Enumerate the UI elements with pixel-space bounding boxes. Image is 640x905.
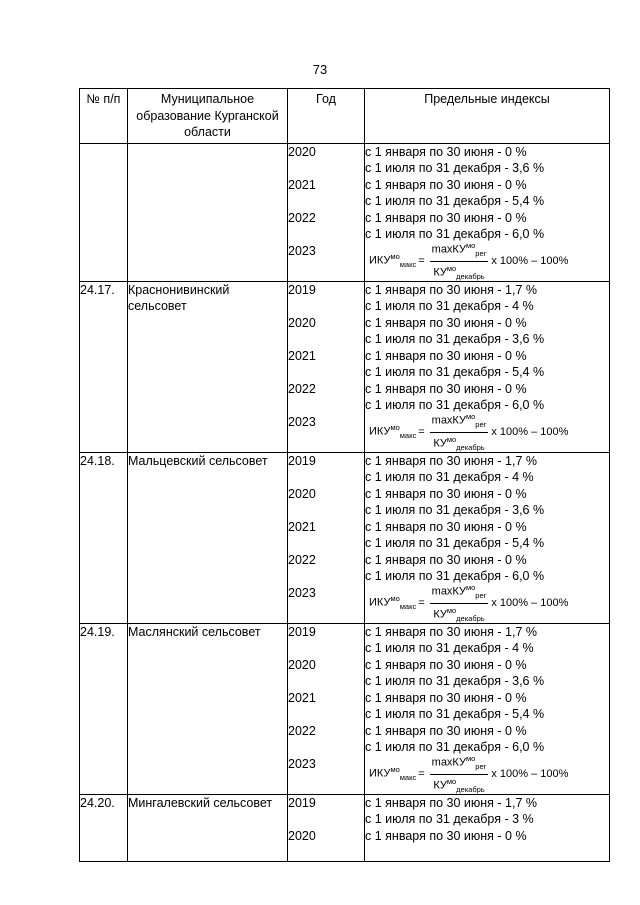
index-line: с 1 января по 30 июня - 1,7 % <box>365 795 537 810</box>
formula-num-sup: мо <box>465 411 476 421</box>
year-block <box>288 552 364 585</box>
index-block <box>365 795 609 828</box>
index-block <box>365 315 609 348</box>
index-line: с 1 января по 30 июня - 0 % <box>365 657 527 672</box>
year-value: 2022 <box>288 381 316 396</box>
row-number-cell: 24.20. <box>80 794 128 861</box>
page-number: 73 <box>312 62 328 77</box>
formula-equals: = <box>418 767 425 780</box>
formula-numerator <box>430 239 489 262</box>
index-block <box>365 210 609 243</box>
index-line: с 1 января по 30 июня - 1,7 % <box>365 453 537 468</box>
table-row <box>80 452 610 623</box>
formula-lhs <box>369 591 416 615</box>
formula-tail: х 100% – 100% <box>491 767 569 780</box>
formula-fraction <box>430 239 489 284</box>
year-cell <box>288 452 365 623</box>
formula-numerator <box>430 752 489 775</box>
index-line: с 1 июля по 31 декабря - 6,0 % <box>365 740 545 754</box>
index-block <box>365 177 609 210</box>
index-line: с 1 июля по 31 декабря - 3 % <box>365 812 534 826</box>
formula-lhs <box>369 249 416 273</box>
year-value: 2023 <box>288 243 316 258</box>
limit-indexes-table <box>79 88 610 862</box>
year-block <box>288 210 364 243</box>
table-row <box>80 623 610 794</box>
formula-lhs-sup: мо <box>390 593 400 603</box>
index-line: с 1 января по 30 июня - 1,7 % <box>365 282 537 297</box>
index-block <box>365 486 609 519</box>
formula-num-text: maxКУ <box>431 243 466 256</box>
municipality-name-cell: Маслянский сельсовет <box>128 623 288 794</box>
formula-den-text: КУ <box>433 437 447 450</box>
formula-num-text: maxКУ <box>431 585 466 598</box>
year-value: 2021 <box>288 519 316 534</box>
index-block <box>365 624 609 657</box>
formula-numerator <box>430 410 489 433</box>
formula-fraction <box>430 581 489 626</box>
year-block <box>288 414 364 452</box>
formula-den-sup: мо <box>446 434 457 444</box>
index-line: с 1 июля по 31 декабря - 5,4 % <box>365 707 545 721</box>
formula-den-sup: мо <box>446 263 457 273</box>
municipality-name-cell: Мальцевский сельсовет <box>128 452 288 623</box>
index-line: с 1 января по 30 июня - 0 % <box>365 144 527 159</box>
index-block <box>365 381 609 414</box>
index-line: с 1 июля по 31 декабря - 6,0 % <box>365 227 545 241</box>
year-block <box>288 243 364 281</box>
header-year: Год <box>288 89 365 144</box>
municipality-name-cell: Мингалевский сельсовет <box>128 794 288 861</box>
index-line: с 1 января по 30 июня - 0 % <box>365 381 527 396</box>
index-block <box>365 348 609 381</box>
formula-fraction <box>430 410 489 455</box>
year-block <box>288 828 364 861</box>
formula-denominator <box>431 775 486 797</box>
index-line: с 1 июля по 31 декабря - 6,0 % <box>365 398 545 412</box>
index-line: с 1 июля по 31 декабря - 5,4 % <box>365 365 545 379</box>
formula-num-sup: мо <box>465 753 476 763</box>
index-line: с 1 июля по 31 декабря - 3,6 % <box>365 161 545 175</box>
index-line: с 1 января по 30 июня - 0 % <box>365 486 527 501</box>
limit-index-formula <box>365 753 609 794</box>
year-value: 2022 <box>288 552 316 567</box>
formula-num-sub: рег <box>475 419 487 429</box>
row-number-cell: 24.18. <box>80 452 128 623</box>
year-block <box>288 519 364 552</box>
year-value: 2021 <box>288 690 316 705</box>
row-number-cell: 24.17. <box>80 281 128 452</box>
year-block <box>288 756 364 794</box>
formula-num-sub: рег <box>475 761 487 771</box>
formula-lhs-sub: макс <box>399 772 417 782</box>
formula-equals: = <box>418 254 425 267</box>
formula-lhs-sub: макс <box>399 430 417 440</box>
formula-den-text: КУ <box>433 779 447 792</box>
formula-lhs-sub: макс <box>399 259 417 269</box>
formula-fraction <box>430 752 489 797</box>
indexes-cell <box>365 143 610 281</box>
index-line: с 1 июля по 31 декабря - 5,4 % <box>365 536 545 550</box>
index-line: с 1 июля по 31 декабря - 3,6 % <box>365 332 545 346</box>
formula-den-sub: декабрь <box>456 784 485 794</box>
year-value: 2019 <box>288 624 316 639</box>
index-block <box>365 828 609 861</box>
year-value: 2019 <box>288 795 316 810</box>
table-header-row <box>80 89 610 144</box>
index-line: с 1 июля по 31 декабря - 4 % <box>365 470 534 484</box>
year-block <box>288 486 364 519</box>
formula-den-sup: мо <box>446 776 457 786</box>
formula-lhs-text: ИКУ <box>369 425 391 438</box>
formula-num-sub: рег <box>475 590 487 600</box>
formula-num-text: maxКУ <box>431 756 466 769</box>
formula-den-text: КУ <box>433 608 447 621</box>
year-value: 2022 <box>288 210 316 225</box>
year-cell <box>288 143 365 281</box>
index-line: с 1 января по 30 июня - 1,7 % <box>365 624 537 639</box>
year-value: 2020 <box>288 486 316 501</box>
index-line: с 1 января по 30 июня - 0 % <box>365 690 527 705</box>
header-municipality: Муниципальное образование Курганской области <box>128 89 288 144</box>
table-row <box>80 794 610 861</box>
index-line: с 1 июля по 31 декабря - 4 % <box>365 641 534 655</box>
year-block <box>288 624 364 657</box>
index-line: с 1 января по 30 июня - 0 % <box>365 210 527 225</box>
index-line: с 1 июля по 31 декабря - 4 % <box>365 299 534 313</box>
index-line: с 1 июля по 31 декабря - 6,0 % <box>365 569 545 583</box>
index-block <box>365 690 609 723</box>
formula-denominator <box>431 604 486 626</box>
formula-equals: = <box>418 425 425 438</box>
year-value: 2020 <box>288 657 316 672</box>
index-line: с 1 июля по 31 декабря - 5,4 % <box>365 194 545 208</box>
year-block <box>288 585 364 623</box>
index-line: с 1 июля по 31 декабря - 3,6 % <box>365 503 545 517</box>
index-block <box>365 657 609 690</box>
year-value: 2020 <box>288 144 316 159</box>
formula-lhs-sup: мо <box>390 422 400 432</box>
table-body <box>80 143 610 861</box>
index-block <box>365 144 609 177</box>
limit-index-formula <box>365 411 609 452</box>
limit-index-formula <box>365 240 609 281</box>
index-line: с 1 января по 30 июня - 0 % <box>365 552 527 567</box>
limit-index-formula <box>365 582 609 623</box>
indexes-cell <box>365 281 610 452</box>
year-block <box>288 795 364 828</box>
formula-lhs-sup: мо <box>390 764 400 774</box>
year-value: 2021 <box>288 348 316 363</box>
index-block <box>365 519 609 552</box>
formula-tail: х 100% – 100% <box>491 596 569 609</box>
year-cell <box>288 794 365 861</box>
header-number: № п/п <box>80 89 128 144</box>
indexes-cell <box>365 452 610 623</box>
year-value: 2023 <box>288 585 316 600</box>
formula-lhs-text: ИКУ <box>369 767 391 780</box>
formula-lhs-text: ИКУ <box>369 596 391 609</box>
formula-lhs <box>369 420 416 444</box>
index-line: с 1 января по 30 июня - 0 % <box>365 723 527 738</box>
year-block <box>288 381 364 414</box>
year-value: 2019 <box>288 282 316 297</box>
year-block <box>288 723 364 756</box>
formula-equals: = <box>418 596 425 609</box>
index-line: с 1 января по 30 июня - 0 % <box>365 519 527 534</box>
formula-tail: х 100% – 100% <box>491 425 569 438</box>
year-block <box>288 453 364 486</box>
table-row <box>80 143 610 281</box>
index-line: с 1 января по 30 июня - 0 % <box>365 828 527 843</box>
index-line: с 1 января по 30 июня - 0 % <box>365 348 527 363</box>
formula-den-sub: декабрь <box>456 442 485 452</box>
year-block <box>288 348 364 381</box>
formula-lhs-sub: макс <box>399 601 417 611</box>
formula-den-sub: декабрь <box>456 613 485 623</box>
year-value: 2022 <box>288 723 316 738</box>
formula-lhs-sup: мо <box>390 251 400 261</box>
formula-num-sup: мо <box>465 240 476 250</box>
formula-lhs-text: ИКУ <box>369 254 391 267</box>
year-block <box>288 690 364 723</box>
indexes-cell <box>365 623 610 794</box>
formula-den-sub: декабрь <box>456 271 485 281</box>
index-line: с 1 января по 30 июня - 0 % <box>365 315 527 330</box>
index-block <box>365 552 609 585</box>
index-block <box>365 723 609 756</box>
index-line: с 1 июля по 31 декабря - 3,6 % <box>365 674 545 688</box>
formula-tail: х 100% – 100% <box>491 254 569 267</box>
year-value: 2023 <box>288 756 316 771</box>
formula-denominator <box>431 262 486 284</box>
municipality-name-cell <box>128 143 288 281</box>
year-value: 2020 <box>288 828 316 843</box>
row-number-cell <box>80 143 128 281</box>
year-cell <box>288 281 365 452</box>
formula-lhs <box>369 762 416 786</box>
year-block <box>288 144 364 177</box>
index-block <box>365 453 609 486</box>
table-row <box>80 281 610 452</box>
header-indexes: Предельные индексы <box>365 89 610 144</box>
year-block <box>288 315 364 348</box>
year-block <box>288 657 364 690</box>
year-cell <box>288 623 365 794</box>
year-value: 2021 <box>288 177 316 192</box>
municipality-name-cell: Краснонивинский сельсовет <box>128 281 288 452</box>
index-line: с 1 января по 30 июня - 0 % <box>365 177 527 192</box>
year-value: 2019 <box>288 453 316 468</box>
row-number-cell: 24.19. <box>80 623 128 794</box>
formula-num-sup: мо <box>465 582 476 592</box>
year-value: 2020 <box>288 315 316 330</box>
formula-num-text: maxКУ <box>431 414 466 427</box>
formula-num-sub: рег <box>475 248 487 258</box>
formula-den-sup: мо <box>446 605 457 615</box>
formula-den-text: КУ <box>433 266 447 279</box>
index-block <box>365 282 609 315</box>
formula-denominator <box>431 433 486 455</box>
year-block <box>288 177 364 210</box>
indexes-cell <box>365 794 610 861</box>
year-value: 2023 <box>288 414 316 429</box>
formula-numerator <box>430 581 489 604</box>
year-block <box>288 282 364 315</box>
